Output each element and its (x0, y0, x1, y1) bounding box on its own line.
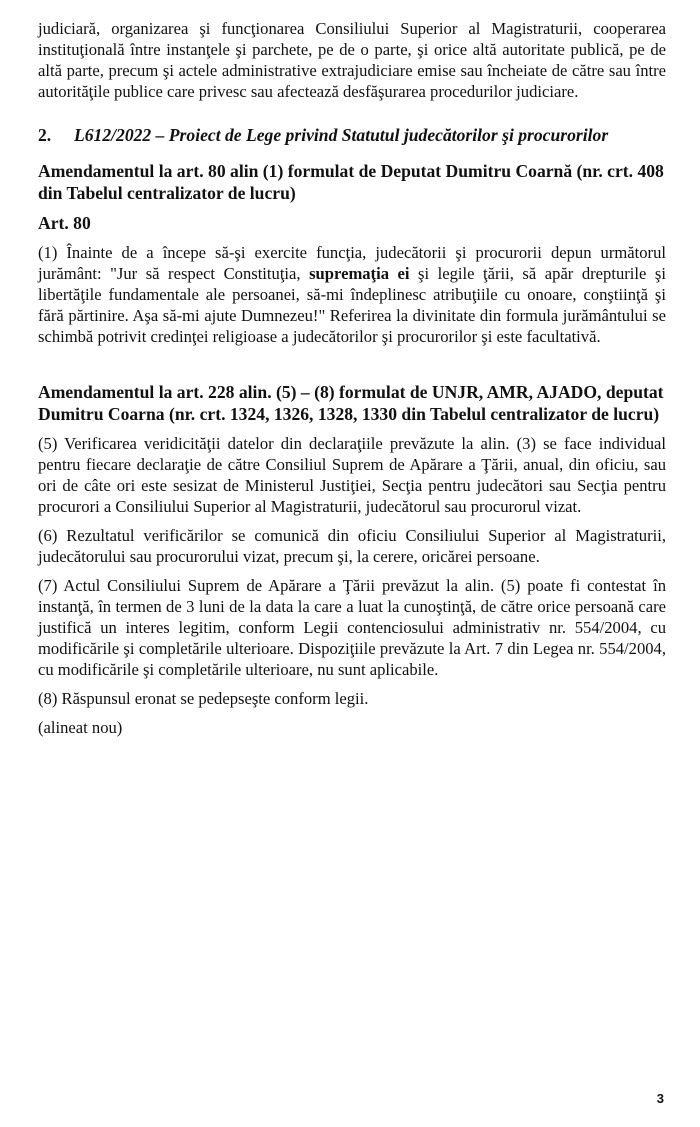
paragraph-8: (8) Răspunsul eronat se pedepseşte conform legii. (38, 689, 369, 708)
page-number: 3 (656, 1091, 664, 1106)
document-page (38, 18, 666, 738)
new-paragraph-note: (alineat nou) (38, 718, 123, 737)
para1-bold-text: supremaţia ei (309, 264, 410, 283)
amendment-2-heading: Amendamentul la art. 228 alin. (5) – (8) formulat de UNJR, AMR, AJADO, deputat Dumitru Coarna (nr. crt. 1324, 1326, 1328, 1330 din Tabelul centralizator de lucru) (38, 382, 664, 424)
paragraph-6: (6) Rezultatul verificărilor se comunică din oficiu Consiliului Superior al Magistraturii, judecătorului sau procurorului vizat, precum şi, la cerere, oricărei persoane. (38, 526, 666, 566)
item-title-text: L612/2022 – Proiect de Lege privind Statutul judecătorilor şi procurorilor (74, 125, 609, 145)
article-80-paragraph-1 (38, 242, 666, 347)
item-number: 2. (38, 125, 52, 145)
para1-text-before: (1) Înainte de a începe să-şi exercite funcţia, judecătorii şi procurorii depun următorul jurământ: "Jur să respect Constituţia, (38, 243, 666, 283)
article-label: Art. 80 (38, 213, 91, 233)
spacer (38, 347, 666, 381)
para1-text-after: şi legile ţării, să apăr drepturile şi libertăţile fundamentale ale persoanei, să-mi îndeplinesc atribuţiile cu onoare, conştiinţă şi fără părtinire. Aşa să-mi ajute Dumnezeu!" Referirea la divinitate din formula jurământului se schimbă potrivit credinţei religioase a judecătorilor şi procurorilor şi este facultativă. (38, 264, 666, 346)
amendment-1-heading: Amendamentul la art. 80 alin (1) formulat de Deputat Dumitru Coarnă (nr. crt. 408 din Tabelul centralizator de lucru) (38, 161, 664, 203)
paragraph-5: (5) Verificarea veridicităţii datelor din declaraţiile prevăzute la alin. (3) se face individual pentru fiecare declaraţie de către Consiliul Suprem de Apărare a Ţării, anual, din oficiu, sau ori de câte ori este sesizat de Ministerul Justiţiei, Secţia pentru judecători sau Secţia pentru procurori a Consiliului Superior al Magistraturii, judecătorul sau procurorul vizat. (38, 434, 666, 516)
paragraph-7: (7) Actul Consiliului Suprem de Apărare a Ţării prevăzut la alin. (5) poate fi contestat în instanţă, în termen de 3 luni de la data la care a luat la cunoştinţă, de către orice persoană care justifică un interes legitim, conform Legii contenciosului administrativ nr. 554/2004, cu modificările şi completările ulterioare. Dispoziţiile prevăzute la Art. 7 din Legea nr. 554/2004, cu modificările şi completările ulterioare, nu sunt aplicabile. (38, 576, 666, 679)
item-title (38, 124, 666, 146)
intro-paragraph: judiciară, organizarea şi funcţionarea Consiliului Superior al Magistraturii, cooperarea instituţională între instanţele şi parchete, pe de o parte, şi orice altă autoritate publică, pe de altă parte, precum şi actele administrative extrajudiciare emise sau încheiate de către sau între autorităţile publice care privesc sau afectează desfăşurarea procedurilor judiciare. (38, 19, 666, 101)
